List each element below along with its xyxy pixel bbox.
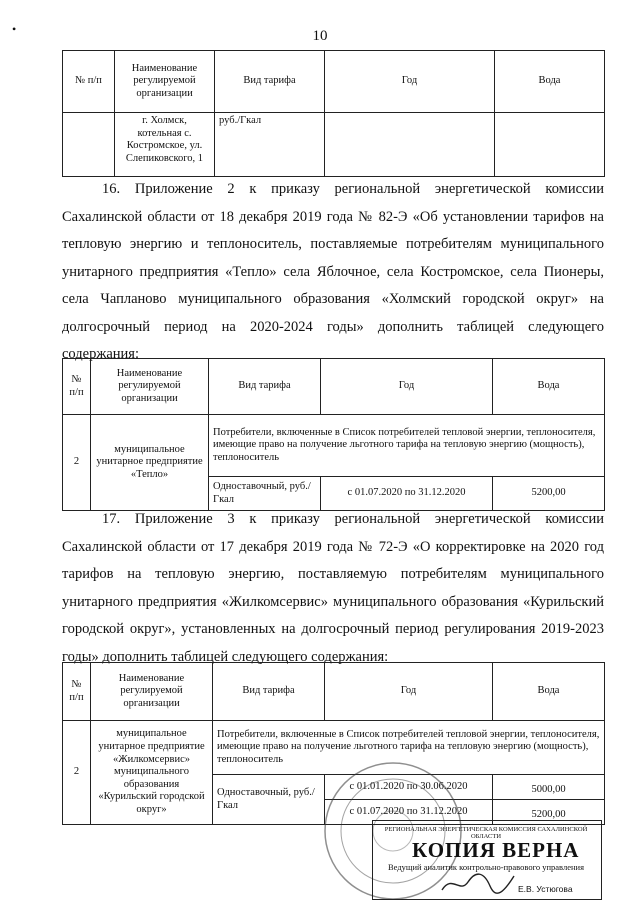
scan-mark: • bbox=[12, 22, 17, 36]
cell-value-1: 5000,00 bbox=[493, 775, 605, 800]
cell-org: г. Холмск, котельная с. Костромское, ул. Слепиковского, 1 bbox=[115, 113, 215, 177]
header-org: Наименование регулируемой организации bbox=[91, 663, 213, 721]
cell-empty bbox=[495, 113, 605, 177]
header-tariff: Вид тарифа bbox=[215, 51, 325, 113]
header-num: № п/п bbox=[63, 663, 91, 721]
header-tariff: Вид тарифа bbox=[209, 359, 321, 415]
stamp-role: Ведущий аналитик контрольно-правового управления bbox=[388, 862, 584, 872]
cell-tariff: руб./Гкал bbox=[215, 113, 325, 177]
stamp-organization: РЕГИОНАЛЬНАЯ ЭНЕРГЕТИЧЕСКАЯ КОМИССИЯ САХАЛИНСКОЙ ОБЛАСТИ bbox=[384, 826, 588, 840]
header-org: Наименование регулируемой организации bbox=[91, 359, 209, 415]
cell-tariff: Одноставочный, руб./Гкал bbox=[209, 477, 321, 511]
header-org: Наименование регулируемой организации bbox=[115, 51, 215, 113]
signature-icon bbox=[438, 870, 518, 896]
cell-org: муниципальное унитарное предприятие «Тепло» bbox=[91, 415, 209, 511]
cell-empty bbox=[63, 113, 115, 177]
header-year: Год bbox=[321, 359, 493, 415]
header-year: Год bbox=[325, 51, 495, 113]
table-teplo bbox=[62, 358, 605, 511]
header-year: Год bbox=[325, 663, 493, 721]
header-num: № п/п bbox=[63, 359, 91, 415]
cell-consumers: Потребители, включенные в Список потребителей тепловой энергии, теплоносителя, имеющие право на получение льготного тарифа на тепловую энергию (мощность), теплоноситель bbox=[213, 721, 605, 775]
cell-org: муниципальное унитарное предприятие «Жилкомсервис» муниципального образования «Курильский городской округ» bbox=[91, 721, 213, 825]
cell-period-2: с 01.07.2020 по 31.12.2020 bbox=[325, 800, 493, 825]
cell-period-1: с 01.01.2020 по 30.06.2020 bbox=[325, 775, 493, 800]
header-water: Вода bbox=[495, 51, 605, 113]
cell-row-number: 2 bbox=[63, 721, 91, 825]
cell-period: с 01.07.2020 по 31.12.2020 bbox=[321, 477, 493, 511]
stamp-title: КОПИЯ ВЕРНА bbox=[412, 838, 580, 862]
header-tariff: Вид тарифа bbox=[213, 663, 325, 721]
cell-value-2: 5200,00 bbox=[493, 800, 605, 825]
header-num: № п/п bbox=[63, 51, 115, 113]
cell-empty bbox=[325, 113, 495, 177]
cell-consumers: Потребители, включенные в Список потребителей тепловой энергии, теплоносителя, имеющие право на получение льготного тарифа на тепловую энергию (мощность), теплоноситель bbox=[209, 415, 605, 477]
table-continuation bbox=[62, 50, 605, 177]
stamp-signatory: Е.В. Устюгова bbox=[518, 884, 573, 894]
cell-tariff: Одноставочный, руб./Гкал bbox=[213, 775, 325, 825]
cell-value: 5200,00 bbox=[493, 477, 605, 511]
header-water: Вода bbox=[493, 359, 605, 415]
page-number: 10 bbox=[312, 28, 328, 44]
paragraph-17: 17. Приложение 3 к приказу региональной энергетической комиссии Сахалинской области от 17 декабря 2019 года № 72-Э «О корректировке на 2020 год тарифов на тепловую энергию, поставляемую потребителям муниципального унитарного предприятия «Жилкомсервис» муниципального образования «Курильский городской округ», установленных на долгосрочный период регулирования 2019-2023 годы» дополнить таблицей следующего содержания: bbox=[62, 511, 604, 665]
paragraph-16: 16. Приложение 2 к приказу региональной энергетической комиссии Сахалинской области от 18 декабря 2019 года № 82-Э «Об установлении тарифов на тепловую энергию и теплоноситель, поставляемые потребителям муниципального унитарного предприятия «Тепло» села Яблочное, села Костромское, села Пионеры, села Чапланово муниципального образования «Холмский городской округ» на долгосрочный период на 2020-2024 годы» дополнить таблицей следующего содержания: bbox=[62, 181, 604, 362]
cell-row-number: 2 bbox=[63, 415, 91, 511]
header-water: Вода bbox=[493, 663, 605, 721]
